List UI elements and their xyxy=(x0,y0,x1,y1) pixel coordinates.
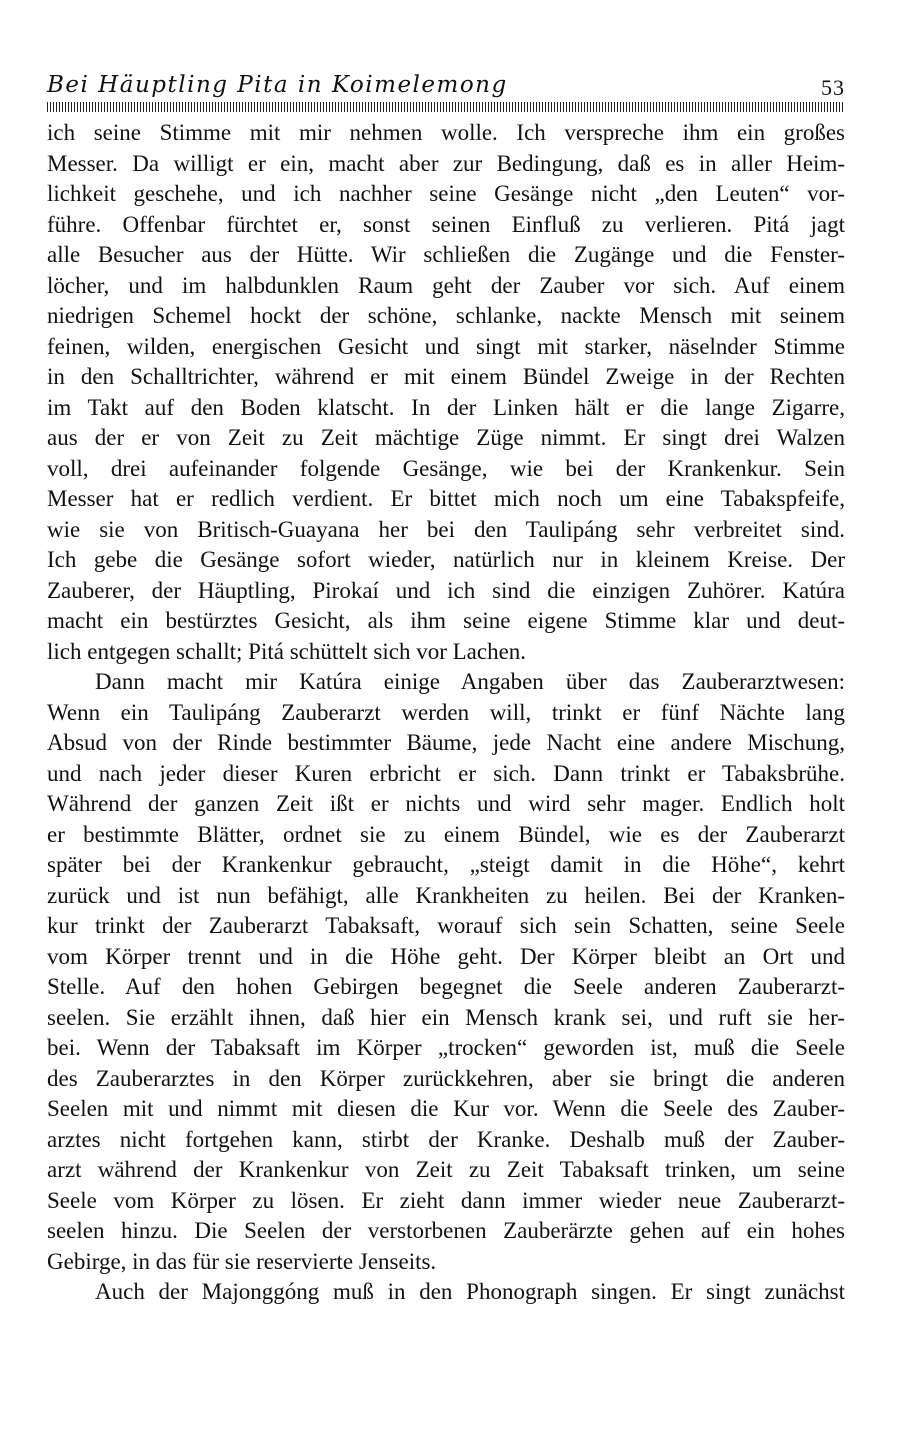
text-line: Seele vom Körper zu lösen. Er zieht dann immer wieder neue Zauberarzt- xyxy=(47,1187,845,1213)
text-line: er bestimmte Blätter, ordnet sie zu einem Bündel, wie es der Zauberarzt xyxy=(47,821,845,847)
text-line: arztes nicht fortgehen kann, stirbt der Kranke. Deshalb muß der Zauber- xyxy=(47,1126,845,1152)
text-line: Zauberer, der Häuptling, Pirokaí und ich sind die einzigen Zuhörer. Katúra xyxy=(47,577,845,603)
text-line: Während der ganzen Zeit ißt er nichts und wird sehr mager. Endlich holt xyxy=(47,791,845,816)
text-line: seelen. Sie erzählt ihnen, daß hier ein Mensch krank sei, und ruft sie her- xyxy=(47,1004,845,1030)
text-line: macht ein bestürztes Gesicht, als ihm seine eigene Stimme klar und deut- xyxy=(47,608,845,633)
running-title: Bei Häuptling Pita in Koimelemong xyxy=(47,72,508,98)
text-line: alle Besucher aus der Hütte. Wir schließen die Zugänge und die Fenster- xyxy=(47,242,845,267)
text-line: Ich gebe die Gesänge sofort wieder, natürlich nur in kleinem Kreise. Der xyxy=(47,547,845,572)
header-rule xyxy=(47,102,845,112)
text-line: Stelle. Auf den hohen Gebirgen begegnet die Seele anderen Zauberarzt- xyxy=(47,974,845,999)
text-line: Messer. Da willigt er ein, macht aber zur Bedingung, daß es in aller Heim- xyxy=(47,150,845,176)
running-head xyxy=(47,72,845,100)
text-line: Absud von der Rinde bestimmter Bäume, jede Nacht eine andere Mischung, xyxy=(47,730,845,755)
text-line: im Takt auf den Boden klatscht. In der Linken hält er die lange Zigarre, xyxy=(47,394,845,420)
paragraph-start-line: Dann macht mir Katúra einige Angaben über das Zauberarztwesen: xyxy=(95,669,845,694)
paragraph-end-line: Gebirge, in das für sie reservierte Jenseits. xyxy=(47,1248,437,1274)
text-line: wie sie von Britisch-Guayana her bei den Taulipáng sehr verbreitet sind. xyxy=(47,516,845,542)
text-line: führe. Offenbar fürchtet er, sonst seinen Einfluß zu verlieren. Pitá jagt xyxy=(47,211,845,237)
page-number: 53 xyxy=(821,75,845,100)
text-line: seelen hinzu. Die Seelen der verstorbenen Zauberärzte gehen auf ein hohes xyxy=(47,1218,845,1243)
text-line: des Zauberarztes in den Körper zurückkehren, aber sie bringt die anderen xyxy=(47,1065,845,1091)
text-line: niedrigen Schemel hockt der schöne, schlanke, nackte Mensch mit seinem xyxy=(47,303,845,328)
text-line: löcher, und im halbdunklen Raum geht der Zauber vor sich. Auf einem xyxy=(47,272,845,298)
text-line: in den Schalltrichter, während er mit einem Bündel Zweige in der Rechten xyxy=(47,364,845,389)
text-line: Messer hat er redlich verdient. Er bittet mich noch um eine Tabakspfeife, xyxy=(47,486,845,511)
text-line: arzt während der Krankenkur von Zeit zu Zeit Tabaksaft trinken, um seine xyxy=(47,1157,845,1182)
text-line: vom Körper trennt und in die Höhe geht. Der Körper bleibt an Ort und xyxy=(47,943,845,969)
paragraph-end-line: lich entgegen schallt; Pitá schüttelt sich vor Lachen. xyxy=(47,638,527,664)
text-line: ich seine Stimme mit mir nehmen wolle. Ich verspreche ihm ein großes xyxy=(47,120,845,145)
text-line: später bei der Krankenkur gebraucht, „steigt damit in die Höhe“, kehrt xyxy=(47,852,845,877)
text-line: Seelen mit und nimmt mit diesen die Kur vor. Wenn die Seele des Zauber- xyxy=(47,1096,845,1121)
paragraph-start-line: Auch der Majonggóng muß in den Phonograph singen. Er singt zunächst xyxy=(95,1279,845,1304)
text-line: feinen, wilden, energischen Gesicht und singt mit starker, näselnder Stimme xyxy=(47,333,845,359)
text-line: lichkeit geschehe, und ich nachher seine Gesänge nicht „den Leuten“ vor- xyxy=(47,181,845,206)
text-line: kur trinkt der Zauberarzt Tabaksaft, worauf sich sein Schatten, seine Seele xyxy=(47,913,845,938)
text-line: zurück und ist nun befähigt, alle Krankheiten zu heilen. Bei der Kranken- xyxy=(47,882,845,908)
text-line: und nach jeder dieser Kuren erbricht er sich. Dann trinkt er Tabaksbrühe. xyxy=(47,760,845,786)
text-line: Wenn ein Taulipáng Zauberarzt werden will, trinkt er fünf Nächte lang xyxy=(47,699,845,725)
body-text xyxy=(47,118,845,1308)
text-line: aus der er von Zeit zu Zeit mächtige Züge nimmt. Er singt drei Walzen xyxy=(47,425,845,450)
text-line: bei. Wenn der Tabaksaft im Körper „trocken“ geworden ist, muß die Seele xyxy=(47,1035,845,1060)
text-line: voll, drei aufeinander folgende Gesänge, wie bei der Krankenkur. Sein xyxy=(47,455,845,481)
